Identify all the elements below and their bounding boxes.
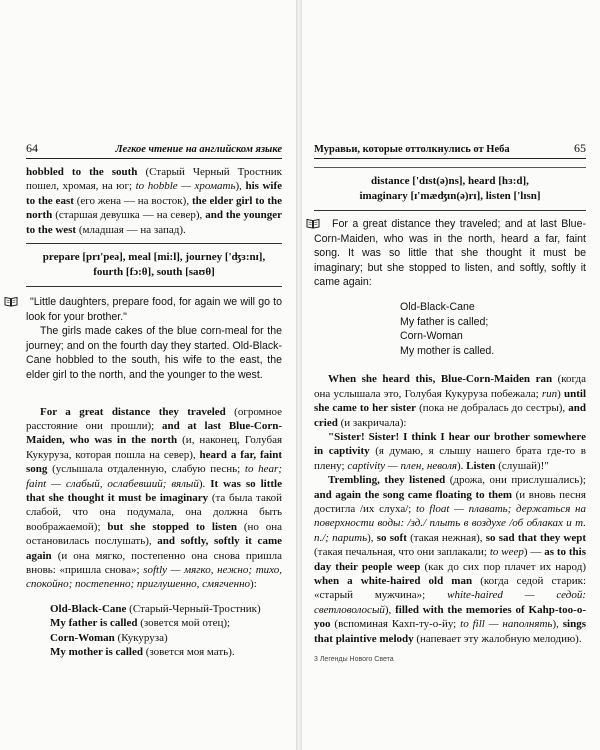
gloss-note: softly — мягко, нежно; тихо, спокойно; постепенно; приглушенно, смягченно: [26, 564, 283, 591]
translation-text: (я думаю, я слышу нашего брата где-то в плену;: [314, 445, 586, 472]
translation-text: (зовется мой отец);: [137, 617, 231, 630]
english-phrase: when a white-haired old man: [314, 575, 473, 588]
translation-text: (та была такой слабой, что она подумала, она должна быть воображаемой);: [26, 492, 283, 533]
gloss-note: to hobble — хромать: [135, 180, 236, 193]
english-phrase: heard a far, faint song: [26, 448, 282, 476]
right-page-header: [314, 141, 586, 159]
right-paragraph-2: [314, 430, 586, 473]
english-phrase: so sad that they wept: [485, 531, 587, 544]
translation-text: (и вновь песня достигла /их слуха/;: [314, 488, 586, 515]
divider-rule: [26, 286, 282, 287]
english-phrase: Corn-Woman: [50, 631, 115, 644]
english-phrase: filled with the memories of Kahp-too-o-yoo: [314, 603, 586, 631]
english-phrase: his wife to the east: [26, 180, 283, 207]
translation-text: (напевает эту жалобную мелодию).: [413, 632, 582, 645]
english-phrase: and at last Blue-Corn-Maiden, who was in the north: [26, 420, 283, 447]
right-vocabulary: [314, 168, 586, 210]
vocab-line: distance ['dɪst(ə)ns], heard [hɜ:d],: [371, 175, 529, 187]
translation-text: (младшая — на запад).: [76, 223, 186, 236]
translation-text: (как до сих пор плачет их народ): [420, 560, 586, 573]
english-phrase: Trembling, they listened: [328, 474, 446, 487]
english-phrase: as to this day their people weep: [314, 546, 586, 573]
left-page-number: 64: [26, 141, 38, 155]
right-poem-block: [314, 300, 586, 358]
english-phrase: and cried: [314, 402, 587, 429]
right-paragraph-3: [314, 473, 586, 646]
left-paragraph-1: [26, 165, 282, 237]
left-header-title: Легкое чтение на английском языке: [115, 144, 282, 155]
left-page-header: [26, 141, 282, 159]
poem-line: [50, 602, 282, 616]
right-page-number: 65: [574, 141, 586, 155]
left-poem-block: [26, 602, 282, 660]
right-page: [302, 0, 600, 750]
translation-text: (такая печальная, что они заплакали;: [314, 546, 490, 559]
translation-text: (и, наконец, Голубая Кукуруза, которая пошла на север),: [26, 434, 283, 461]
left-english-text-2: The girls made cakes of the blue corn-meal for the journey; and on the fourth day they started. Old-Black-Cane hobbled to the south, his wife to the east, the elder girl to the north, and the younger to the west.: [26, 325, 282, 381]
poem-line: [50, 631, 282, 645]
translation-text: ): [557, 387, 564, 400]
gloss-note: captivity — плен, неволя: [347, 459, 457, 472]
left-english-text-1: "Little daughters, prepare food, for again we will go to look for your brother.": [26, 296, 282, 323]
english-phrase: When she heard this, Blue-Corn-Maiden ran: [328, 373, 553, 386]
translation-text: ):: [250, 578, 257, 591]
translation-text: (огромное расстояние они прошли);: [26, 405, 282, 432]
translation-text: (когда седой старик: «старый мужчина»;: [314, 575, 587, 602]
left-vocabulary: [26, 244, 282, 286]
left-page: [0, 0, 296, 750]
translation-text: (дрожа, они прислушались);: [445, 474, 586, 487]
english-phrase: so soft: [376, 531, 407, 544]
translation-text: (и закричала):: [337, 416, 407, 429]
english-phrase: My mother is called: [50, 646, 143, 659]
translation-text: (вспоминая Кахп-ту-о-йу;: [330, 618, 461, 631]
english-phrase: For a great distance they traveled: [40, 405, 226, 418]
left-paragraph-2: [26, 405, 282, 592]
english-phrase: and again the song came floating to them: [314, 488, 513, 501]
translation-text: (Кукуруза): [114, 631, 168, 644]
poem-line: Old-Black-Cane: [400, 300, 475, 313]
gloss-note: to float — плавать; держаться на поверхности воды: /зд./ плыть в воздухе /об облаках и т. п./; парить: [314, 503, 587, 544]
english-phrase: It was so little that she thought it must be imaginary: [26, 477, 282, 505]
translation-text: (Старый-Черный-Тростник): [126, 602, 261, 615]
poem-line: [50, 645, 282, 659]
translation-text: ).: [456, 459, 467, 472]
translation-text: ) —: [523, 546, 545, 559]
english-phrase: and softly, softly it came again: [26, 535, 282, 562]
divider-rule: [314, 210, 586, 211]
open-book-icon: [4, 296, 18, 307]
gloss-note: to fill — наполнять: [460, 618, 553, 631]
poem-line: My father is called;: [400, 315, 489, 328]
english-phrase: until she came to her sister: [314, 387, 587, 415]
english-phrase: Listen: [466, 459, 496, 472]
english-phrase: My father is called: [50, 617, 138, 630]
right-header-title: Муравьи, которые оттолкнулись от Неба: [314, 144, 510, 155]
translation-text: ),: [384, 603, 396, 616]
english-phrase: Old-Black-Cane: [50, 602, 127, 615]
translation-text: ),: [235, 180, 246, 193]
english-phrase: sings that plaintive melody: [314, 618, 587, 645]
vocab-line: fourth [fɔ:θ], south [saʊθ]: [93, 266, 215, 279]
translation-text: (но она остановилась послушать),: [26, 520, 283, 548]
gloss-note: run: [541, 387, 558, 400]
poem-line: My mother is called.: [400, 344, 495, 357]
translation-text: ),: [367, 531, 377, 544]
translation-text: (Старый Черный Тростник пошел, хромая, на юг;: [26, 166, 282, 193]
translation-text: (зовется моя мать).: [142, 646, 235, 659]
english-phrase: and the younger to the west: [26, 209, 283, 236]
right-paragraph-1: [314, 372, 586, 430]
translation-text: (его жена — на восток),: [73, 194, 192, 207]
translation-text: ).: [198, 477, 211, 490]
vocab-line: imaginary [ɪ'mæʤɪn(ə)rɪ], listen ['lɪsn]: [359, 190, 541, 202]
english-phrase: "Sister! Sister! I think I hear our brother somewhere in captivity: [314, 430, 586, 458]
translation-text: ),: [552, 618, 563, 631]
translation-text: (и она мягко, постепенно она снова пришла вновь: «пришла снова»;: [26, 549, 282, 577]
translation-text: (пока не добралась до сестры),: [415, 402, 569, 415]
page-footnote: 3 Легенды Нового Света: [314, 656, 394, 664]
translation-text: (слушай)!": [495, 459, 549, 472]
gloss-note: to weep: [489, 546, 524, 559]
english-phrase: but she stopped to listen: [107, 520, 237, 533]
translation-text: (услышала отдаленную, слабую песнь;: [47, 463, 245, 476]
translation-text: (такая нежная),: [406, 531, 486, 544]
english-phrase: the elder girl to the north: [26, 194, 283, 222]
gloss-note: to hear; faint — слабый, ослабевший; вялый: [26, 463, 282, 490]
translation-text: (когда она услышала это, Голубая Кукуруза побежала;: [314, 373, 586, 400]
open-book-icon: [306, 218, 320, 229]
vocab-line: prepare [prɪ'peə], meal [mi:l], journey ['ʤɜ:nɪ],: [42, 251, 266, 264]
poem-line: Corn-Woman: [400, 330, 463, 343]
gloss-note: white-haired — седой: светловолосый: [314, 589, 586, 616]
english-phrase: hobbled to the south: [26, 166, 138, 178]
translation-text: (старшая девушка — на север),: [52, 209, 206, 222]
poem-line: [50, 616, 282, 630]
right-english-text: For a great distance they traveled; and at last Blue-Corn-Maiden, who was in the north, heard a far, faint song. It was so little that she thought it must be imaginary; but she stopped to listen, and softly, softly it came again:: [314, 218, 586, 289]
